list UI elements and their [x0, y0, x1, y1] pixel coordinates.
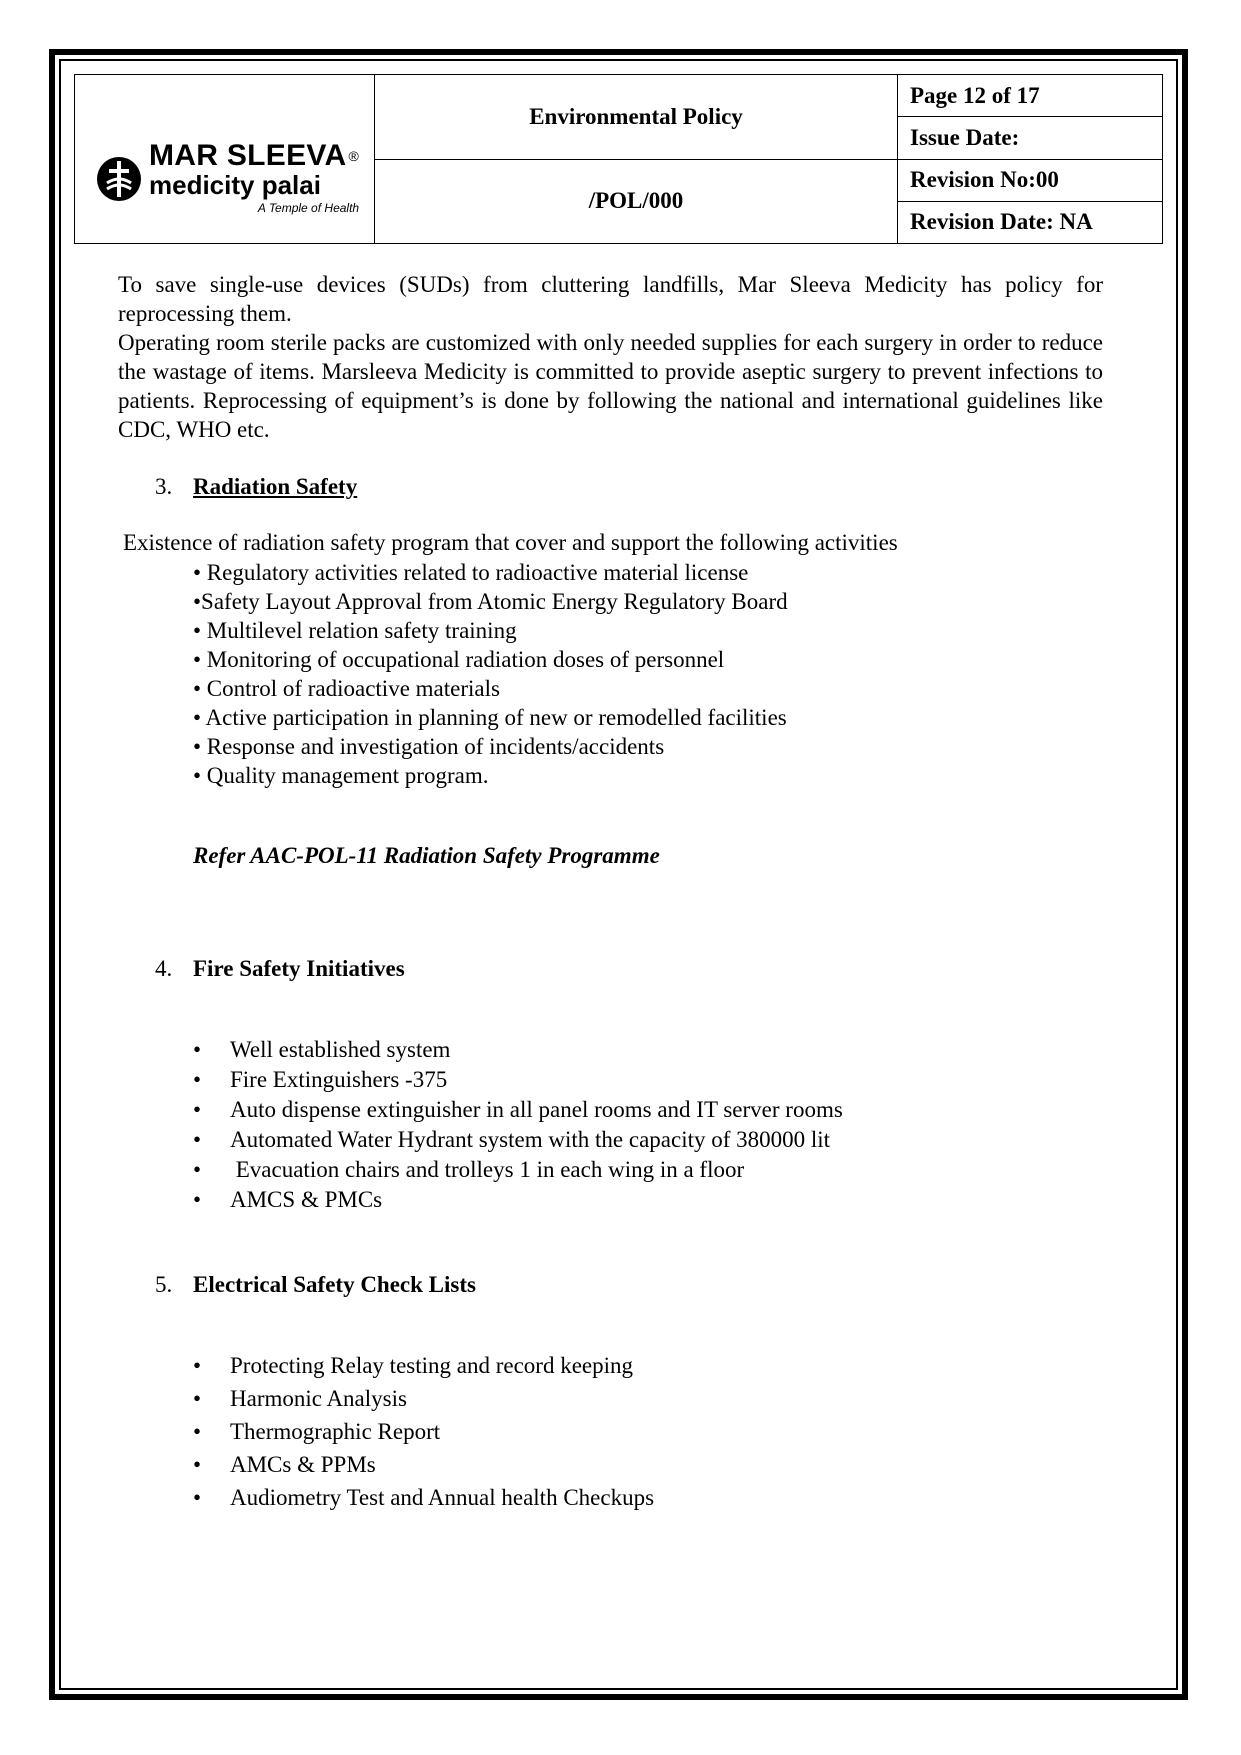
logo-name: MAR SLEEVA — [149, 139, 347, 172]
section-5-title: Electrical Safety Check Lists — [193, 1272, 476, 1297]
logo-subtitle: medicity palai — [149, 170, 321, 200]
document-code: /POL/000 — [375, 159, 898, 244]
section-3-title: Radiation Safety — [193, 474, 358, 499]
bullet-icon: • — [193, 1157, 202, 1182]
intro-paragraph-1: To save single-use devices (SUDs) from cluttering landfills, Mar Sleeva Medicity has policy for reprocessing them. — [118, 272, 1103, 326]
document-header-table — [74, 74, 1163, 244]
radiation-reference: Refer AAC-POL-11 Radiation Safety Programme — [193, 843, 660, 868]
bullet-icon: • — [193, 1452, 202, 1477]
logo-tagline: A Temple of Health — [257, 201, 360, 215]
section-3-number: 3. — [155, 474, 173, 499]
revision-date: Revision Date: NA — [898, 201, 1163, 243]
revision-number: Revision No:00 — [898, 159, 1163, 201]
list-item: • Regulatory activities related to radioactive material license — [193, 560, 749, 585]
bullet-icon: • — [193, 1419, 202, 1444]
list-item: • Active participation in planning of new or remodelled facilities — [193, 705, 787, 730]
emblem-icon — [97, 153, 141, 203]
bullet-icon: • — [193, 1386, 202, 1411]
list-item: •Safety Layout Approval from Atomic Energy Regulatory Board — [193, 589, 788, 614]
document-title: Environmental Policy — [375, 75, 898, 160]
intro-text — [118, 270, 1103, 444]
bullet-icon: • — [193, 1127, 202, 1152]
list-item: • Quality management program. — [193, 763, 489, 788]
section-4-number: 4. — [155, 956, 173, 981]
bullet-icon: • — [193, 1097, 202, 1122]
list-item: • Response and investigation of incidents/accidents — [193, 734, 665, 759]
issue-date: Issue Date: — [898, 117, 1163, 159]
bullet-icon: • — [193, 1037, 202, 1062]
section-5-number: 5. — [155, 1272, 173, 1297]
section-3-lead: Existence of radiation safety program that cover and support the following activities — [123, 530, 898, 555]
list-item: • Multilevel relation safety training — [193, 618, 517, 643]
bullet-icon: • — [193, 1485, 202, 1510]
list-item: • Monitoring of occupational radiation doses of personnel — [193, 647, 725, 672]
radiation-activity-list — [193, 558, 788, 790]
page-number: Page 12 of 17 — [898, 75, 1163, 117]
registered-mark: ® — [348, 148, 360, 164]
bullet-icon: • — [193, 1187, 202, 1212]
list-item: • Control of radioactive materials — [193, 676, 500, 701]
bullet-icon: • — [193, 1353, 202, 1378]
logo-cell — [75, 75, 375, 244]
section-4-title: Fire Safety Initiatives — [193, 956, 405, 981]
intro-paragraph-2: Operating room sterile packs are customized with only needed supplies for each surgery in order to reduce the wastage of items. Marsleeva Medicity is committed to provide aseptic surgery to prevent infections to patients. Reprocessing of equipment’s is done by following the national and international guidelines like CDC, WHO etc. — [118, 330, 1103, 442]
bullet-icon: • — [193, 1067, 202, 1092]
hospital-logo — [97, 141, 359, 215]
